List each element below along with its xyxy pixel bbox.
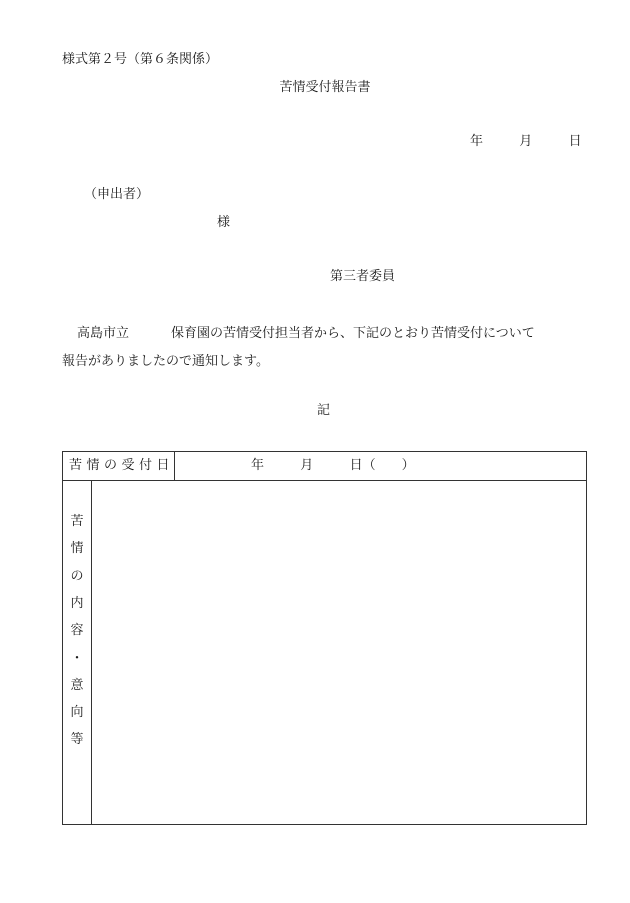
body-line1-end: 保育園の苦情受付担当者から、下記のとおり苦情受付について bbox=[171, 326, 535, 341]
notice-paragraph bbox=[62, 320, 592, 376]
honorific-sama: 様 bbox=[217, 215, 231, 230]
date-year: 年 bbox=[470, 134, 484, 149]
content-label-char: 情 bbox=[70, 541, 84, 557]
date-day: 日 bbox=[568, 134, 582, 149]
received-date-label: 苦情の受付日 bbox=[63, 452, 175, 480]
form-number: 様式第２号（第６条関係） bbox=[62, 52, 219, 67]
received-weekday: （ ） bbox=[362, 458, 415, 473]
received-year: 年 bbox=[251, 458, 265, 473]
applicant-label: （申出者） bbox=[84, 187, 150, 202]
content-label-char: 内 bbox=[70, 595, 84, 611]
content-label-char: 苦 bbox=[70, 514, 84, 529]
content-label-char: 意 bbox=[70, 677, 84, 693]
date-month: 月 bbox=[519, 134, 533, 149]
body-line2: 報告がありましたので通知します。 bbox=[62, 354, 269, 369]
content-label-char: ・ bbox=[70, 650, 84, 666]
received-month: 月 bbox=[300, 458, 314, 473]
ki-heading: 記 bbox=[317, 403, 331, 418]
content-area[interactable] bbox=[92, 481, 586, 824]
received-date-value bbox=[251, 452, 415, 480]
recipient-committee: 第三者委員 bbox=[330, 269, 396, 284]
content-label-column bbox=[63, 480, 92, 824]
content-label-char: の bbox=[70, 568, 84, 584]
received-date-row bbox=[63, 452, 586, 481]
body-line1-start: 高島市立 bbox=[77, 326, 130, 341]
received-day: 日 bbox=[349, 458, 363, 473]
content-label-char: 等 bbox=[70, 732, 84, 748]
report-date bbox=[470, 134, 582, 150]
content-label-char: 容 bbox=[70, 623, 84, 639]
content-label-char: 向 bbox=[70, 705, 84, 721]
document-title: 苦情受付報告書 bbox=[279, 80, 371, 95]
complaint-table bbox=[62, 451, 587, 825]
